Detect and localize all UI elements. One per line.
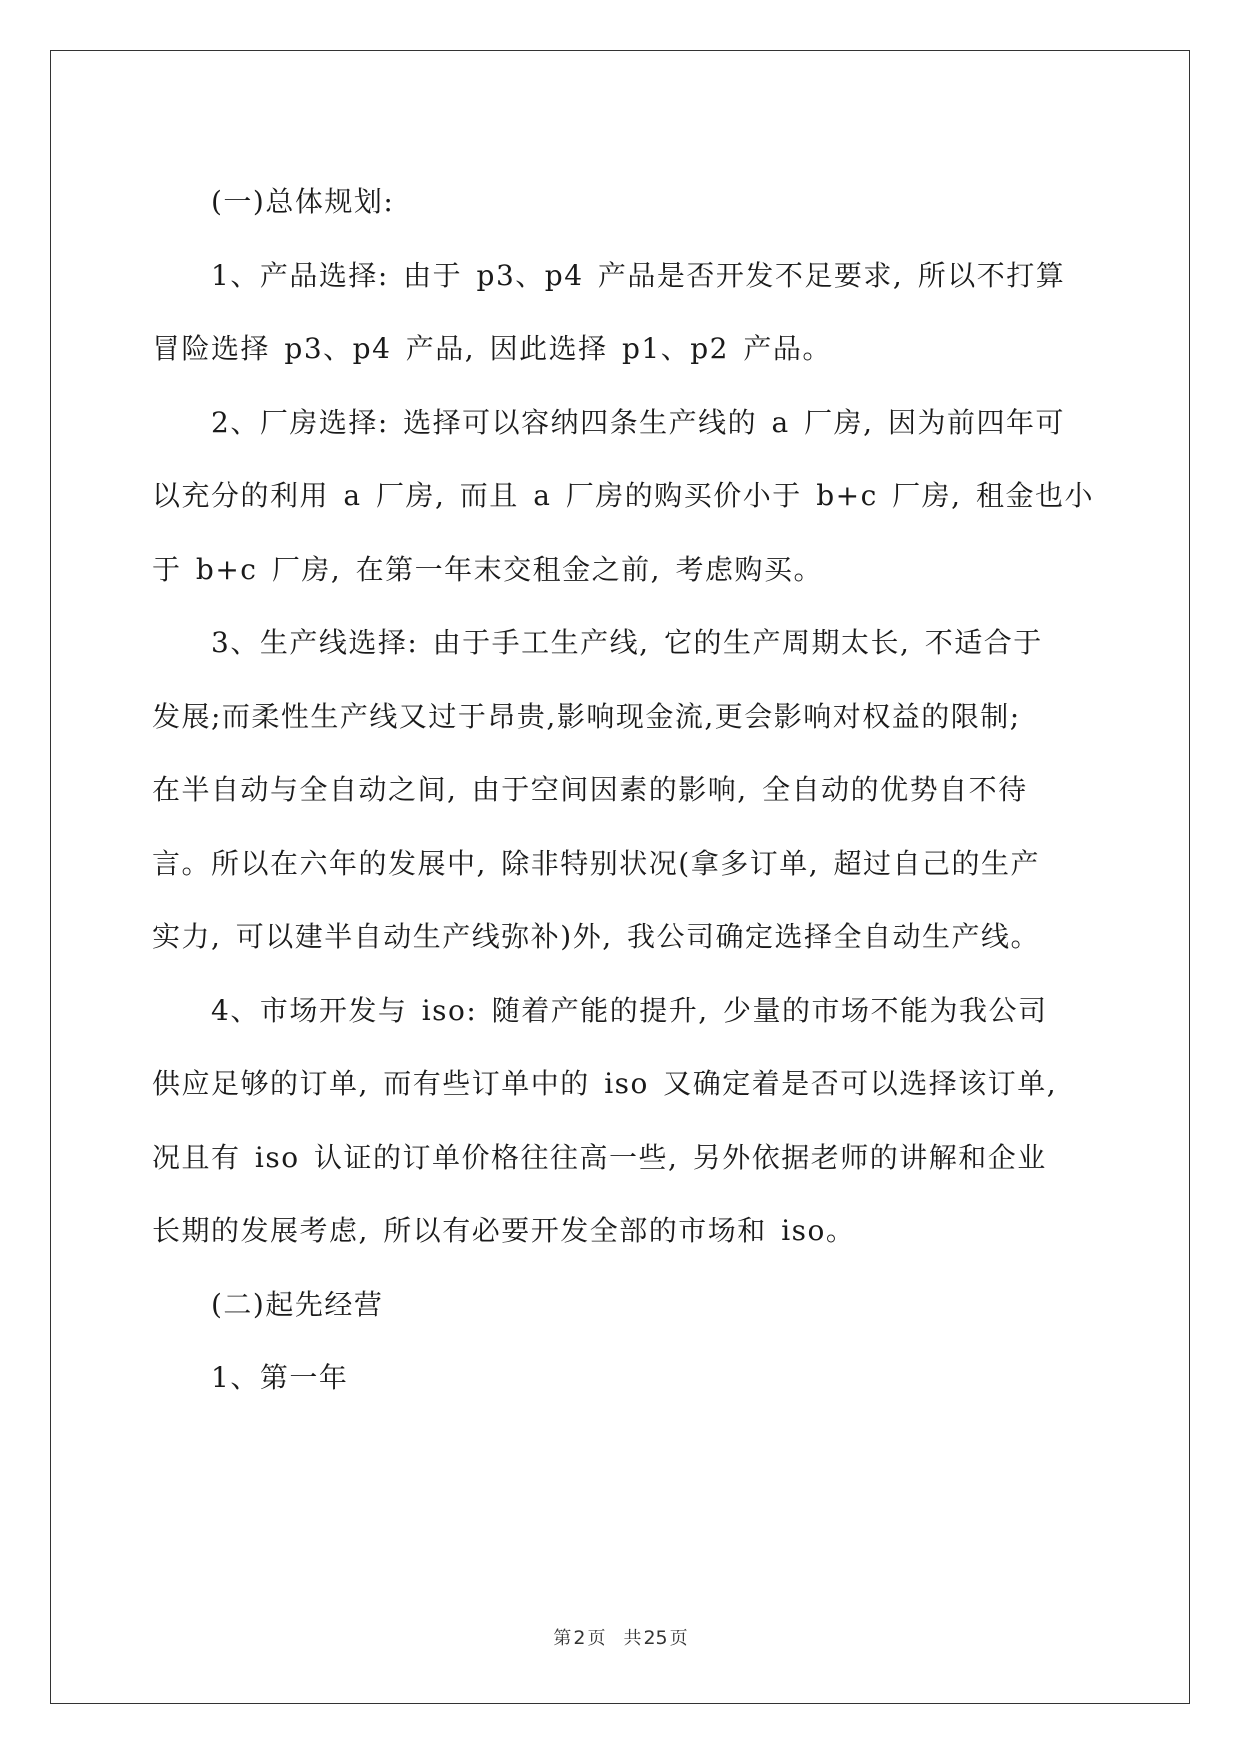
document-body: [152, 165, 1094, 1415]
text-line: 1、第一年: [152, 1361, 349, 1394]
total-prefix: 共: [623, 1628, 642, 1649]
text-line: 供应足够的订单, 而有些订单中的 iso 又确定着是否可以选择该订单,: [152, 1067, 1058, 1100]
page-current: 2: [573, 1627, 586, 1649]
text-line: 4、市场开发与 iso: 随着产能的提升, 少量的市场不能为我公司: [152, 993, 1048, 1027]
text-line: 长期的发展考虑, 所以有必要开发全部的市场和 iso。: [152, 1214, 856, 1247]
text-line: 1、产品选择: 由于 p3、p4 产品是否开发不足要求, 所以不打算: [152, 258, 1066, 292]
text-line: 于 b+c 厂房, 在第一年末交租金之前, 考虑购买。: [152, 552, 823, 586]
page-footer: [0, 1624, 1241, 1650]
text-line: 3、生产线选择: 由于手工生产线, 它的生产周期太长, 不适合于: [152, 626, 1043, 659]
text-line: 况且有 iso 认证的订单价格往往高一些, 另外依据老师的讲解和企业: [152, 1140, 1047, 1174]
total-suffix: 页: [669, 1628, 688, 1649]
text-line: 在半自动与全自动之间, 由于空间因素的影响, 全自动的优势自不待: [152, 773, 1028, 806]
text-line: (一)总体规划:: [152, 185, 395, 218]
text-line: 冒险选择 p3、p4 产品, 因此选择 p1、p2 产品。: [152, 332, 832, 365]
text-line: (二)起先经营: [152, 1287, 384, 1321]
text-line: 以充分的利用 a 厂房, 而且 a 厂房的购买价小于 b+c 厂房, 租金也小: [152, 479, 1094, 512]
text-line: 言。所以在六年的发展中, 除非特别状况(拿多订单, 超过自己的生产: [152, 846, 1041, 880]
page-prefix: 第: [553, 1628, 572, 1649]
page-total: 25: [643, 1627, 668, 1649]
text-line: 发展;而柔性生产线又过于昂贵,影响现金流,更会影响对权益的限制;: [152, 699, 1021, 733]
text-line: 实力, 可以建半自动生产线弥补)外, 我公司确定选择全自动生产线。: [152, 920, 1041, 953]
text-line: 2、厂房选择: 选择可以容纳四条生产线的 a 厂房, 因为前四年可: [152, 405, 1065, 439]
page-suffix: 页: [587, 1628, 606, 1649]
